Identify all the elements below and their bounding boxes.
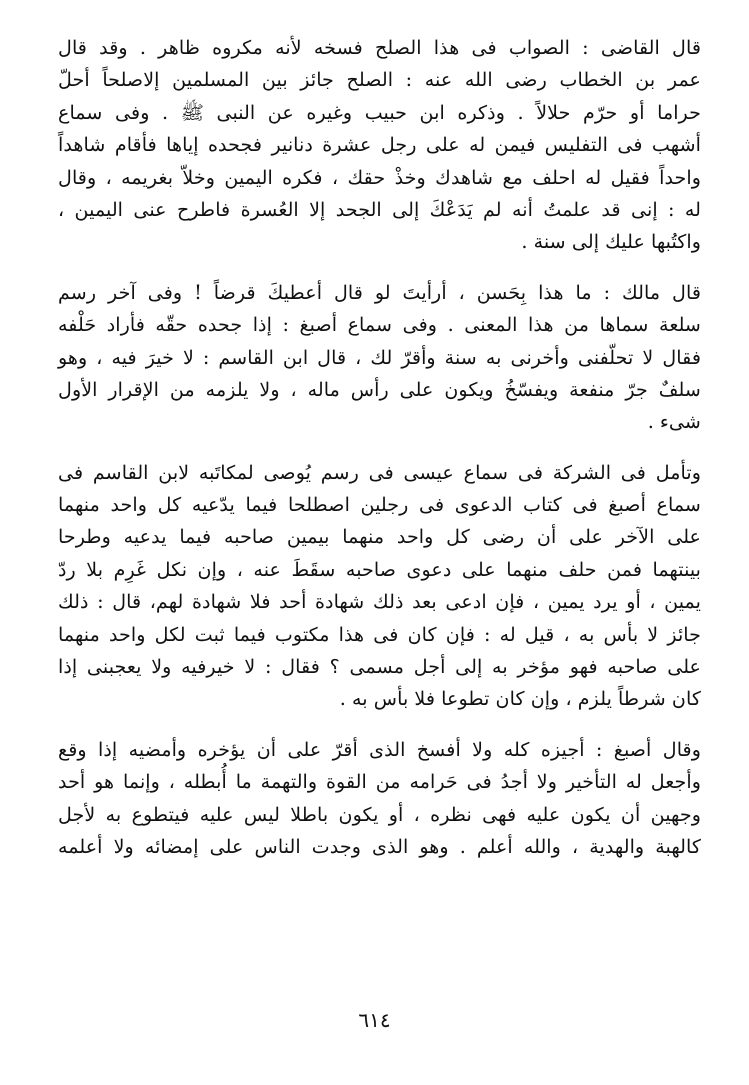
- text-line: واحداً فقيل له احلف مع شاهدك وخذْ حقك ، فكره اليمين وخلاّ بغريمه ، وقال: [58, 165, 701, 189]
- text-line: كان شرطاً يلزم ، وإن كان تطوعا فلا بأس به .: [339, 687, 701, 711]
- text-line: يمين ، أو يرد يمين ، فإن ادعى بعد ذلك شهادة أحد فلا شهادة لهم، قال : ذلك: [58, 590, 701, 614]
- text-line: وتأمل فى الشركة فى سماع عيسى فى رسم يُوصى لمكاتَبه لابن القاسم فى: [58, 460, 701, 484]
- text-line: وجهين أن يكون عليه فهى نظره ، أو يكون باطلا ليس عليه فيتطوع به لأجل: [58, 802, 701, 826]
- text-line: وأجعل له التأخير ولا أجدُ فى حَرامه من القوة والتهمة ما أُبطله ، وإنما هو أحد: [58, 770, 701, 794]
- text-line: وقال أصبغ : أجيزه كله ولا أفسخ الذى أقرّ على أن يؤخره وأمضيه إذا وقع: [58, 737, 701, 761]
- text-line: فقال لا تحلّفنى وأخرنى به سنة وأقرّ لك ، قال ابن القاسم : لا خيرَ فيه ، وهو: [58, 345, 701, 369]
- paragraph-2: [58, 277, 701, 439]
- text-line: على الآخر على أن رضى كل واحد منهما بيمين صاحبه فيما يدعيه وطرحا: [58, 525, 701, 549]
- paragraph-4: [58, 734, 701, 864]
- text-line: سلعة سماها من هذا المعنى . وفى سماع أصبغ : إذا جحده حقّه فأراد حَلْفه: [58, 313, 701, 337]
- text-line: سلفٌ جرّ منفعة ويفسّخُ ويكون على رأس ماله ، ولا يلزمه من الإقرار الأول: [58, 377, 701, 401]
- text-line: سماع أصبغ فى كتاب الدعوى فى رجلين اصطلحا فيما يدّعيه كل واحد منهما: [58, 493, 701, 517]
- text-line: قال مالك : ما هذا بِحَسن ، أرأيتَ لو قال أعطيكَ قرضاً ! وفى آخر رسم: [58, 280, 701, 304]
- text-line: شىء .: [647, 410, 701, 434]
- text-line: قال القاضى : الصواب فى هذا الصلح فسخه لأنه مكروه ظاهر . وقد قال: [58, 36, 701, 59]
- text-line: له : إنى قد علمتُ أنه لم يَدَعْكَ إلى الجحد إلا العُسرة فاطرح عنى اليمين ،: [58, 197, 701, 221]
- text-line: جائز لا بأس به ، قيل له : فإن كان فى هذا مكتوب فيما ثبت لكل واحد منهما: [58, 622, 701, 646]
- text-line: حراما أو حرّم حلالاً . وذكره ابن حبيب وغيره عن النبى ﷺ . وفى سماع: [58, 100, 701, 124]
- paragraph-1: [58, 32, 701, 259]
- text-line: واكتُبها عليك إلى سنة .: [521, 230, 701, 254]
- paragraph-3: [58, 457, 701, 716]
- page-number: ٦١٤: [358, 1008, 391, 1032]
- text-line: على صاحبه فهو مؤخر به إلى أجل مسمى ؟ فقال : لا خيرفيه ولا يعجبنى إذا: [58, 655, 701, 679]
- text-line: عمر بن الخطاب رضى الله عنه : الصلح جائز بين المسلمين إلاصلحاً أحلّ: [58, 68, 701, 92]
- text-line: أشهب فى التفليس فيمن له على رجل عشرة دنانير فجحده إياها فأقام شاهداً: [58, 133, 701, 157]
- text-line: كالهبة والهدية ، والله أعلم . وهو الذى وجدت الناس على إمضائه ولا أعلمه: [58, 834, 701, 858]
- text-line: بينتهما فمن حلف منهما على دعوى صاحبه سقَطَ عنه ، وإن نكل غَرِم بلا ردّ: [58, 557, 701, 581]
- page-body: [58, 32, 701, 863]
